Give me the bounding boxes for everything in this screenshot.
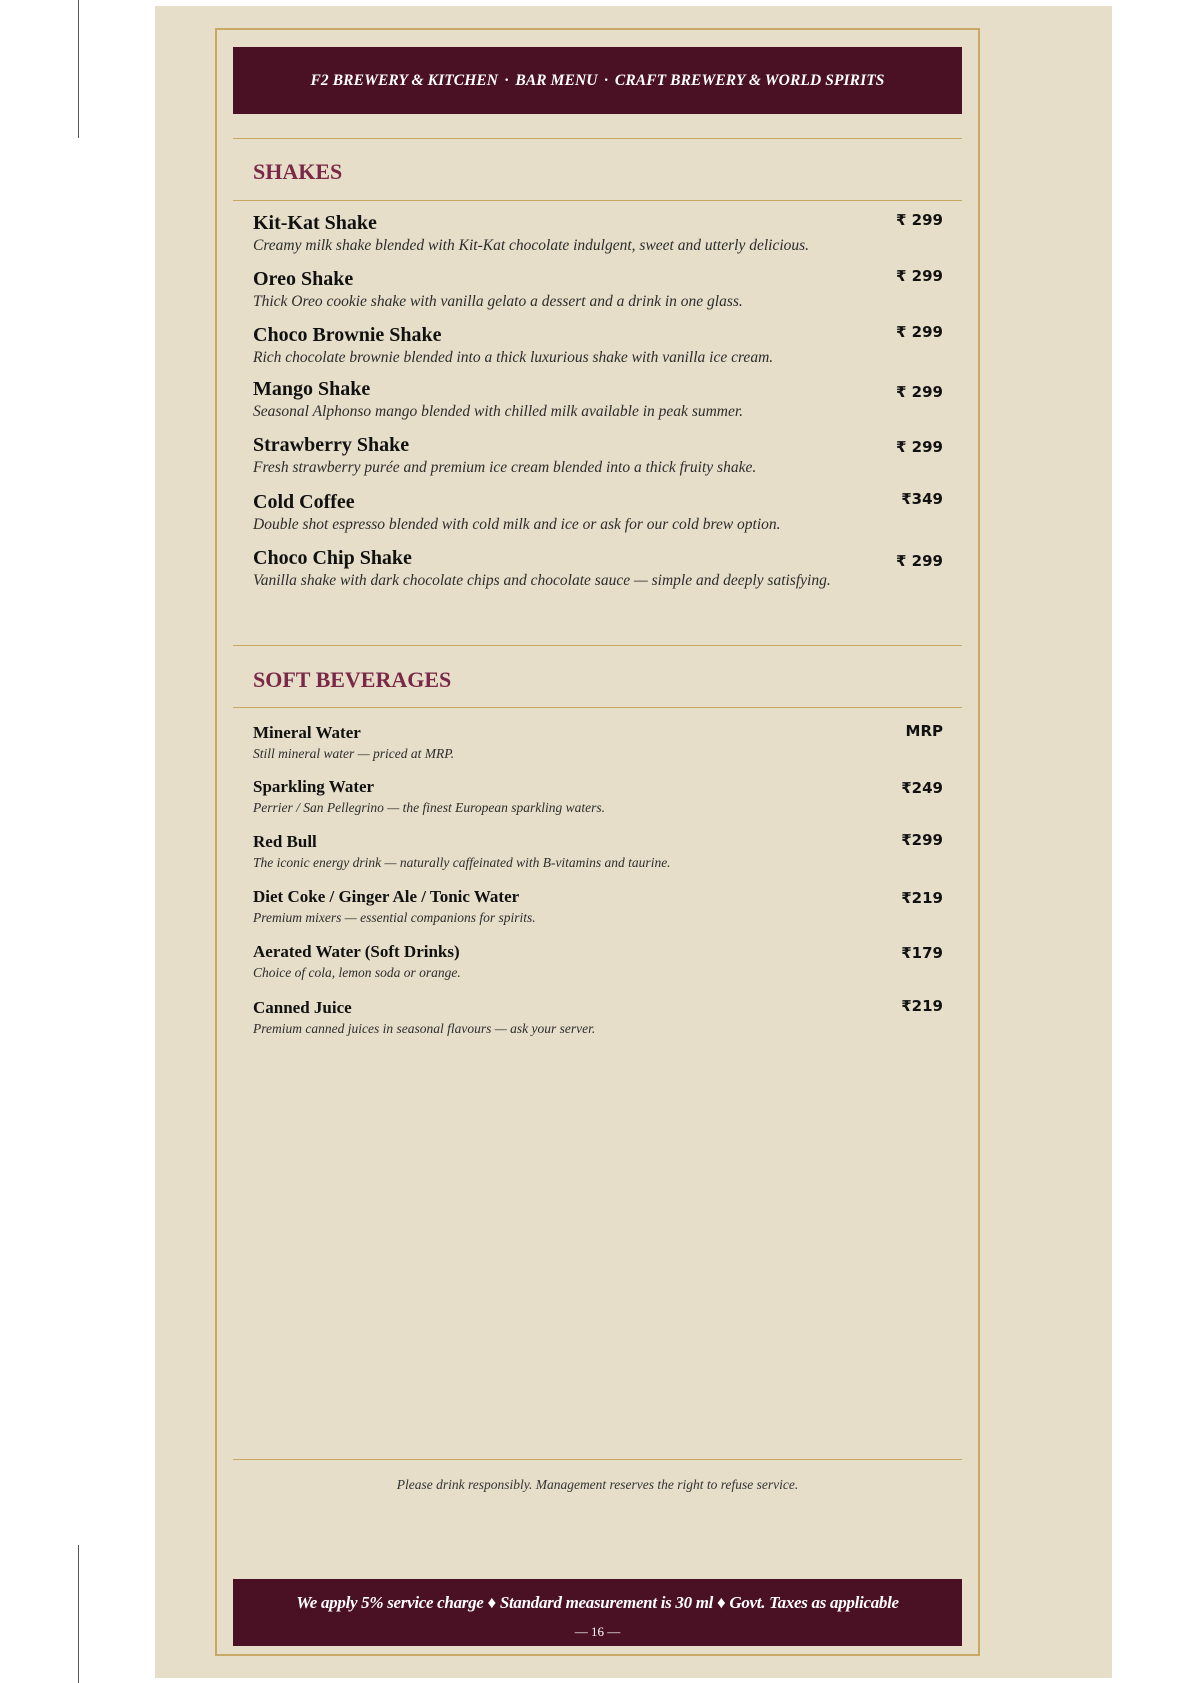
item-price: ₹ 299 [896, 383, 943, 401]
footer-divider [233, 1459, 962, 1460]
header-venue: F2 BREWERY & KITCHEN [310, 72, 499, 89]
menu-item [253, 722, 943, 763]
item-description: Rich chocolate brownie blended into a thick luxurious shake with vanilla ice cream. [253, 349, 774, 366]
item-description: Premium mixers — essential companions for spirits. [253, 910, 536, 925]
item-name: Canned Juice [253, 998, 352, 1017]
item-price: ₹249 [901, 779, 943, 797]
item-price: ₹219 [901, 997, 943, 1015]
section-divider [233, 138, 962, 139]
section-divider [233, 645, 962, 646]
item-price: ₹299 [901, 831, 943, 849]
item-description: Choice of cola, lemon soda or orange. [253, 965, 461, 980]
item-name: Mineral Water [253, 723, 361, 742]
item-name: Red Bull [253, 832, 317, 851]
item-price: ₹ 299 [896, 552, 943, 570]
menu-item [253, 546, 943, 591]
section-title-shakes: SHAKES [253, 159, 343, 184]
header-banner [233, 47, 962, 114]
item-description: Thick Oreo cookie shake with vanilla gelato a dessert and a drink in one glass. [253, 293, 743, 310]
item-name: Aerated Water (Soft Drinks) [253, 942, 460, 961]
crop-mark-top-left [78, 0, 79, 138]
item-name: Diet Coke / Ginger Ale / Tonic Water [253, 887, 520, 906]
item-name: Kit-Kat Shake [253, 212, 377, 234]
item-price: MRP [905, 722, 943, 740]
menu-item [253, 211, 943, 256]
menu-item [253, 776, 943, 817]
responsibility-disclaimer: Please drink responsibly. Management reserves the right to refuse service. [396, 1477, 799, 1492]
menu-item [253, 433, 943, 478]
page-number: — 16 — [574, 1624, 621, 1639]
item-price: ₹ 299 [896, 267, 943, 285]
item-description: The iconic energy drink — naturally caffeinated with B-vitamins and taurine. [253, 855, 671, 870]
item-name: Choco Chip Shake [253, 547, 412, 569]
menu-item [253, 323, 943, 368]
item-name: Cold Coffee [253, 491, 355, 513]
gold-frame [215, 28, 980, 1656]
section-title-soft-beverages: SOFT BEVERAGES [253, 667, 452, 692]
item-name: Choco Brownie Shake [253, 324, 442, 346]
item-description: Still mineral water — priced at MRP. [253, 746, 455, 761]
header-menu-name: BAR MENU [515, 72, 598, 89]
item-name: Strawberry Shake [253, 434, 410, 456]
menu-item [253, 490, 943, 535]
item-price: ₹ 299 [896, 323, 943, 341]
service-notes: We apply 5% service charge ♦ Standard measurement is 30 ml ♦ Govt. Taxes as applicable [296, 1593, 899, 1612]
item-name: Sparkling Water [253, 777, 375, 796]
section-divider [233, 200, 962, 201]
menu-item [253, 377, 943, 422]
menu-page [155, 6, 1112, 1678]
crop-mark-bottom-left [78, 1545, 79, 1683]
item-name: Oreo Shake [253, 268, 354, 290]
item-description: Premium canned juices in seasonal flavours — ask your server. [253, 1021, 596, 1036]
item-description: Double shot espresso blended with cold milk and ice or ask for our cold brew option. [253, 516, 781, 533]
menu-item [253, 941, 943, 982]
item-price: ₹349 [901, 490, 943, 508]
item-description: Perrier / San Pellegrino — the finest European sparkling waters. [253, 800, 605, 815]
footer-banner [233, 1579, 962, 1646]
menu-item [253, 997, 943, 1038]
item-price: ₹179 [901, 944, 943, 962]
item-name: Mango Shake [253, 378, 371, 400]
item-description: Fresh strawberry purée and premium ice cream blended into a thick fruity shake. [253, 459, 757, 476]
header-separator: · [504, 72, 510, 89]
item-description: Creamy milk shake blended with Kit-Kat chocolate indulgent, sweet and utterly delicious. [253, 237, 810, 254]
menu-item [253, 831, 943, 872]
header-tagline: CRAFT BREWERY & WORLD SPIRITS [614, 72, 885, 89]
header-separator: · [603, 72, 609, 89]
menu-item [253, 886, 943, 927]
item-description: Vanilla shake with dark chocolate chips and chocolate sauce — simple and deeply satisfying. [253, 572, 831, 589]
menu-item [253, 267, 943, 312]
item-price: ₹ 299 [896, 438, 943, 456]
item-description: Seasonal Alphonso mango blended with chilled milk available in peak summer. [253, 403, 744, 420]
item-price: ₹ 299 [896, 211, 943, 229]
section-divider [233, 707, 962, 708]
item-price: ₹219 [901, 889, 943, 907]
